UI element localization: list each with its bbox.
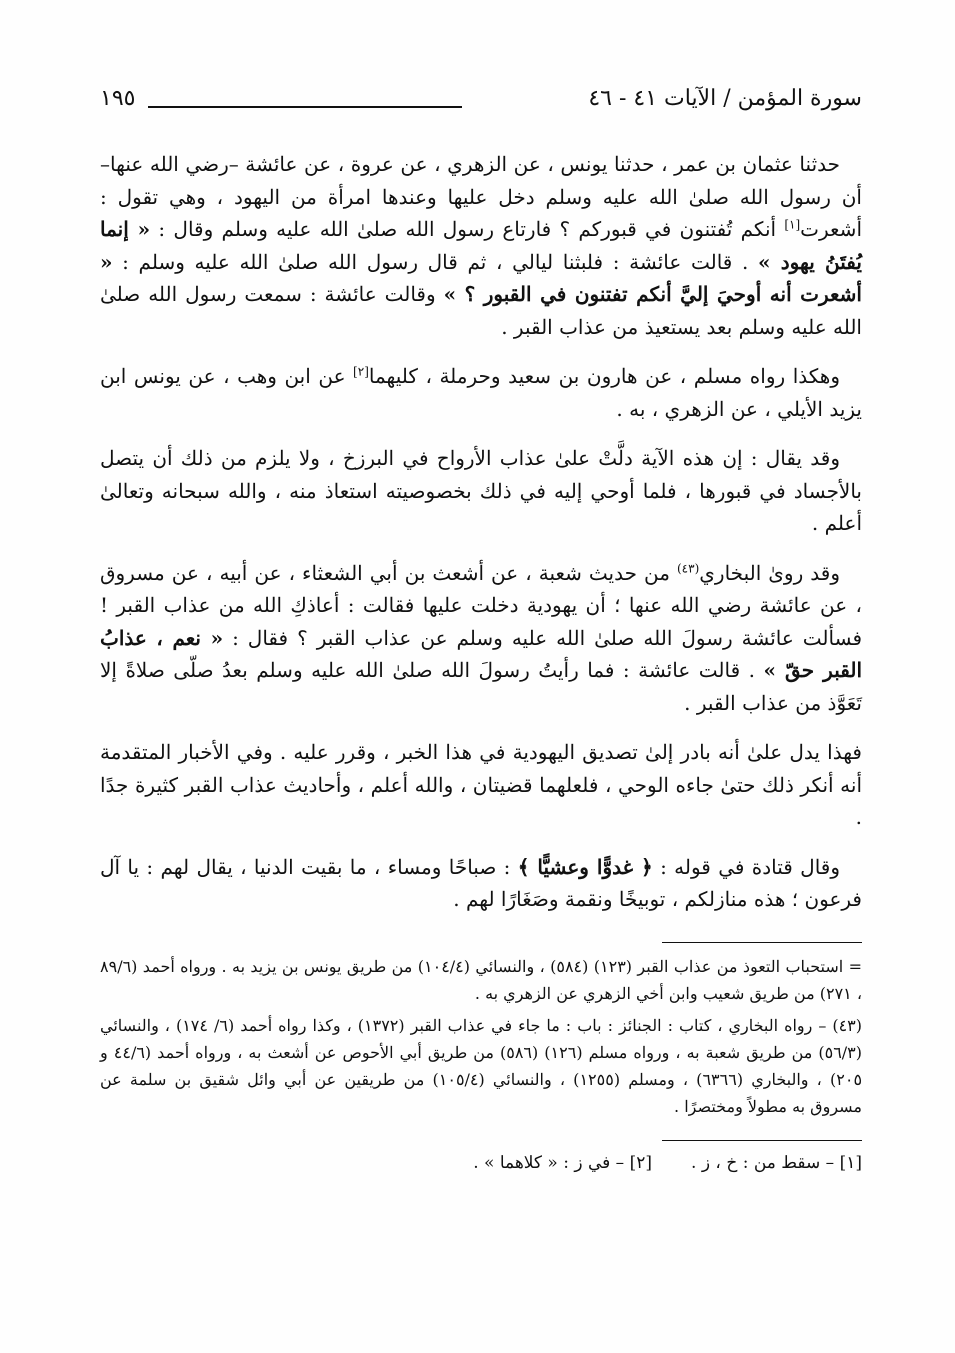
page-number: ١٩٥ <box>100 86 136 111</box>
text-span: وقال قتادة في قوله : <box>652 854 841 879</box>
text-span: . قالت عائشة : فما رأيتُ رسولَ الله صلىٰ الله عليه وسلم بعدُ صلّى صلاةً إلا تَعَوَّذ من عذاب القبر . <box>100 658 862 715</box>
text-span: عن ابن وهب ، عن يونس ابن يزيد الأيلي ، عن الزهري ، به . <box>100 364 862 421</box>
text-span: : صباحًا ومساء ، ما بقيت الدنيا ، يقال لهم : يا آل فرعون ؛ هذه منازلكم ، توبيخًا ونقمة وصَغَارًا لهم . <box>100 854 862 911</box>
text-span: حدثنا عثمان بن عمر ، حدثنا يونس ، عن الزهري ، عن عروة ، عن عائشة –رضي الله عنها– أن رسول الله صلىٰ الله عليه وسلم دخل عليها وعندها امرأة من اليهود ، وهي تقول : أشعرت <box>100 152 862 241</box>
hadith-quote: « إنما يُفتَنُ يهود » <box>100 217 862 274</box>
paragraph-4 <box>100 557 862 720</box>
text-span: وقالت عائشة : سمعت رسول الله صلىٰ الله عليه وسلم بعد يستعيذ من عذاب القبر . <box>100 282 862 339</box>
variants-separator <box>662 1140 862 1141</box>
variant-note-2: [٢] – في ز : « كلاهما » . <box>473 1152 652 1173</box>
paragraph-2 <box>100 360 862 425</box>
main-text <box>100 148 862 916</box>
text-span: وقد روىٰ البخاري <box>699 560 841 585</box>
paragraph-3: وقد يقال : إن هذه الآية دلَّتْ علىٰ عذاب الأرواح في البرزخ ، ولا يلزم من ذلك أن يتصل بالأجساد في قبورها ، فلما أوحي إليه في ذلك بخصوصيته استعاذ منه ، والله سبحانه وتعالىٰ أعلم . <box>100 446 862 535</box>
paragraph-1 <box>100 148 862 343</box>
page <box>100 80 862 1177</box>
footnote-marker: (٤٣) <box>676 560 700 575</box>
hadith-quote: « نعم ، عذابُ القبر حقّ » <box>100 625 862 682</box>
hadith-quote: « أشعرت أنه أوحيَ إليَّ أنكم تفتنون في القبور ؟ » <box>100 249 862 306</box>
footnote-continued: = استحباب التعوذ من عذاب القبر (١٢٣) (٥٨٤) ، والنسائي (١٠٤/٤) من طريق يونس بن يزيد به . ورواه أحمد (٨٩/٦ ، ٢٧١) من طريق شعيب وابن أخي الزهري عن الزهري به . <box>100 956 863 1003</box>
paragraph-6 <box>100 851 862 916</box>
page-header <box>100 80 862 124</box>
text-span: . قالت عائشة : فلبثنا ليالي ، ثم قال رسول الله صلىٰ الله عليه وسلم : <box>112 249 759 274</box>
variant-note-1: [١] – سقط من : خ ، ز . <box>691 1152 862 1173</box>
footnote-43: (٤٣) – رواه البخاري ، كتاب : الجنائز : باب : ما جاء في عذاب القبر (١٣٧٢) ، وكذا رواه أحمد (٦/ ١٧٤) ، والنسائي (٥٦/٣) من طريق شعبة به ، ورواه مسلم (١٢٦) (٥٨٦) من طريق أبي الأحوص عن أشعث به ، ورواه أحمد (٤٤/٦ و ٢٠٥) ، والبخاري (٦٣٦٦) ، ومسلم (١٢٥٥) ، والنسائي (١٠٥/٤) من طريقين عن أبي وائل شقيق بن سلمة عن مسروق به مطولاً ومختصرًا . <box>100 1015 863 1116</box>
reference-marker: [١] <box>784 217 801 232</box>
text-span: وهكذا رواه مسلم ، عن هارون بن سعيد وحرملة ، كليهما <box>368 364 841 388</box>
text-span: من حديث شعبة ، عن أشعث بن أبي الشعثاء ، عن أبيه ، عن مسروق ، عن عائشة رضي الله عنها ؛ أن يهودية دخلت عليها فقالت : أعاذكِ الله من عذاب القبر ! فسألت عائشة رسولَ الله صلىٰ الله عليه وسلم عن عذاب القبر ؟ فقال : <box>100 560 863 650</box>
header-rule <box>148 106 462 108</box>
text-span: أنكم تُفتنون في قبوركم ؟ فارتاع رسول الله صلىٰ الله عليه وسلم وقال : <box>150 217 785 241</box>
paragraph-5: فهذا يدل علىٰ أنه بادر إلىٰ تصديق اليهودية في هذا الخبر ، وقرر عليه . وفي الأخبار المتقدمة أنه أنكر ذلك حتىٰ جاءه الوحي ، فلعلهما قضيتان ، والله أعلم ، وأحاديث عذاب القبر كثيرة جدًا . <box>100 740 862 829</box>
running-title: سورة المؤمن / الآيات ٤١ - ٤٦ <box>588 86 862 111</box>
footnote-separator <box>662 942 862 943</box>
reference-marker: [٢] <box>353 364 369 379</box>
quran-quote: ﴿ غدوًّا وعشيًّا ﴾ <box>517 854 653 879</box>
variant-notes <box>100 1149 862 1177</box>
